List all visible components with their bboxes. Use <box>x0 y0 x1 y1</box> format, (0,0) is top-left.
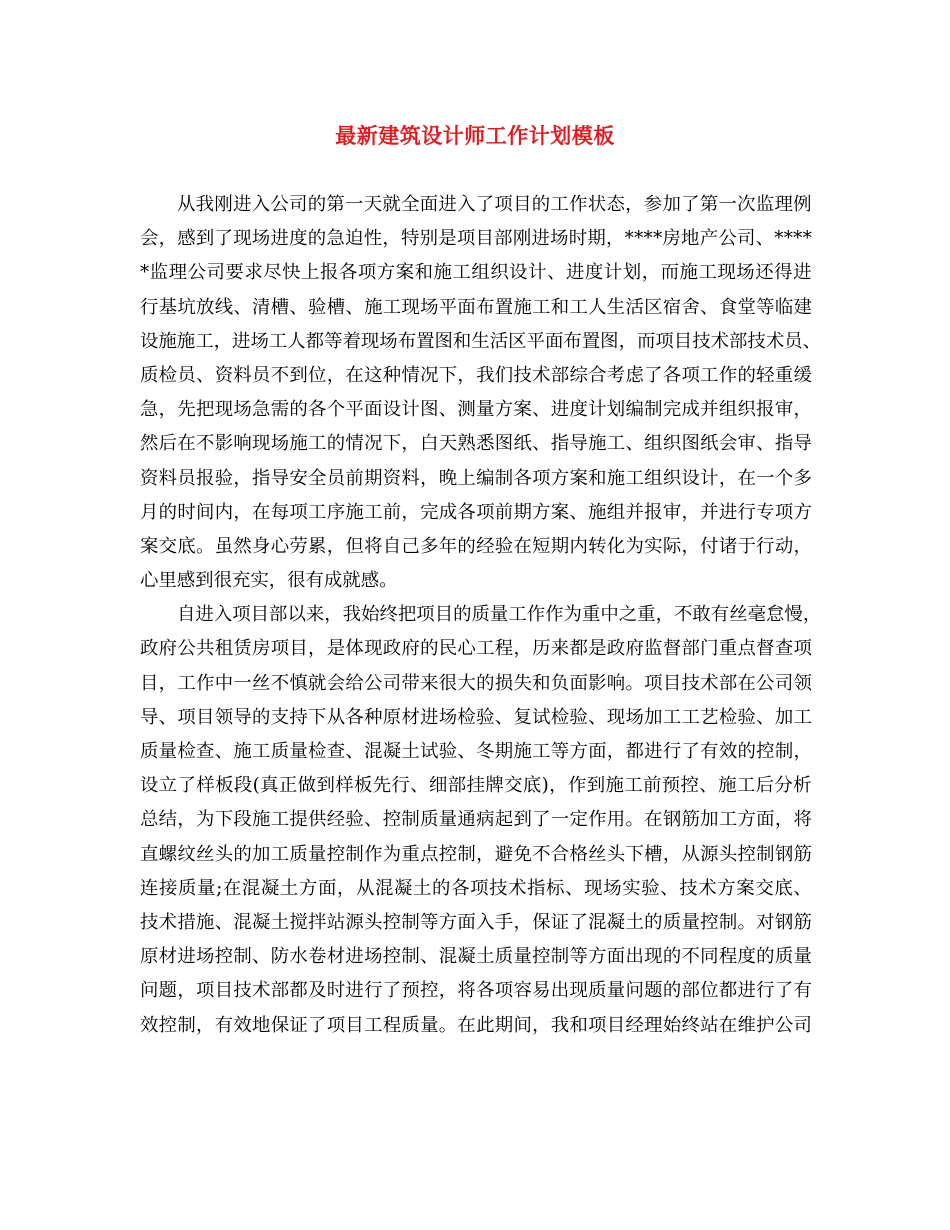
paragraph-line: 问 题 ， 项 目 技 术 部 都 及 时 进 行 了 预 控 ， 将 各 项 容 易 出 现 质 量 问 题 的 部 位 都 进 行 了 有 <box>140 980 812 1002</box>
paragraph-line: 质 量 检 查 、 施 工 质 量 检 查 、 混 凝 土 试 验 、 冬 期 施 工 等 方 面 ， 都 进 行 了 有 效 的 控 制 ， <box>140 741 812 762</box>
paragraph-line: 急 ， 先 把 现 场 急 需 的 各 个 平 面 设 计 图 、 测 量 方 案 、 进 度 计 划 编 制 完 成 并 组 织 报 审 ， <box>140 399 812 421</box>
paragraph-line: 政 府 公 共 租 赁 房 项 目 ， 是 体 现 政 府 的 民 心 工 程 ， 历 来 都 是 政 府 监 督 部 门 重 点 督 查 项 <box>140 638 812 660</box>
paragraph-line: 导 、 项 目 领 导 的 支 持 下 从 各 种 原 材 进 场 检 验 、 复 试 检 验 、 现 场 加 工 工 艺 检 验 、 加 工 <box>140 706 812 728</box>
paragraph-line: 技 术 措 施 、 混 凝 土 搅 拌 站 源 头 控 制 等 方 面 入 手 ， 保 证 了 混 凝 土 的 质 量 控 制 。 对 钢 筋 <box>140 911 812 933</box>
paragraph-line: 设 施 施 工 ， 进 场 工 人 都 等 着 现 场 布 置 图 和 生 活 区 平 面 布 置 图 ， 而 项 目 技 术 部 技 术 员 、 <box>140 330 822 352</box>
paragraph-line: 连 接 质 量 ; 在 混 凝 土 方 面 ， 从 混 凝 土 的 各 项 技 术 指 标 、 现 场 实 验 、 技 术 方 案 交 底 、 <box>140 877 812 899</box>
paragraph-line: 心里感到很充实，很有成就感。 <box>140 570 398 592</box>
paragraph-line: 会 ， 感 到 了 现 场 进 度 的 急 迫 性 ， 特 别 是 项 目 部 刚 进 场 时 期 ， * * * * 房 地 产 公 司 、 * * * * <box>140 228 812 250</box>
paragraph-line: 目 ， 工 作 中 一 丝 不 慎 就 会 给 公 司 带 来 很 大 的 损 失 和 负 面 影 响 。 项 目 技 术 部 在 公 司 领 <box>140 672 812 694</box>
paragraph-line: 自 进 入 项 目 部 以 来 ， 我 始 终 把 项 目 的 质 量 工 作 作 为 重 中 之 重 ， 不 敢 有 丝 毫 怠 慢 ， <box>177 604 822 626</box>
paragraph-line: 设 立 了 样 板 段 ( 真 正 做 到 样 板 先 行 、 细 部 挂 牌 交 底 ) ， 作 到 施 工 前 预 控 、 施 工 后 分 析 <box>140 775 812 797</box>
paragraph-line: 案 交 底 。 虽 然 身 心 劳 累 ， 但 将 自 己 多 年 的 经 验 在 短 期 内 转 化 为 实 际 ， 付 诸 于 行 动 ， <box>140 535 812 557</box>
paragraph-line: 从 我 刚 进 入 公 司 的 第 一 天 就 全 面 进 入 了 项 目 的 工 作 状 态 ， 参 加 了 第 一 次 监 理 例 <box>177 194 812 215</box>
paragraph-line: 资 料 员 报 验 ， 指 导 安 全 员 前 期 资 料 ， 晚 上 编 制 各 项 方 案 和 施 工 组 织 设 计 ， 在 一 个 多 <box>140 467 812 489</box>
paragraph-line: 直 螺 纹 丝 头 的 加 工 质 量 控 制 作 为 重 点 控 制 ， 避 免 不 合 格 丝 头 下 槽 ， 从 源 头 控 制 钢 筋 <box>140 843 812 865</box>
paragraph-line: 然 后 在 不 影 响 现 场 施 工 的 情 况 下 ， 白 天 熟 悉 图 纸 、 指 导 施 工 、 组 织 图 纸 会 审 、 指 导 <box>140 433 812 455</box>
paragraph-line: 原 材 进 场 控 制 、 防 水 卷 材 进 场 控 制 、 混 凝 土 质 量 控 制 等 方 面 出 现 的 不 同 程 度 的 质 量 <box>140 946 812 968</box>
paragraph-line: 行 基 坑 放 线 、 清 槽 、 验 槽 、 施 工 现 场 平 面 布 置 施 工 和 工 人 生 活 区 宿 舍 、 食 堂 等 临 建 <box>140 296 812 318</box>
paragraph-line: 质 检 员 、 资 料 员 不 到 位 ， 在 这 种 情 况 下 ， 我 们 技 术 部 综 合 考 虑 了 各 项 工 作 的 轻 重 缓 <box>140 364 812 386</box>
paragraph-line: 月 的 时 间 内 ， 在 每 项 工 序 施 工 前 ， 完 成 各 项 前 期 方 案 、 施 组 并 报 审 ， 并 进 行 专 项 方 <box>140 501 812 523</box>
paragraph-line: * 监 理 公 司 要 求 尽 快 上 报 各 项 方 案 和 施 工 组 织 设 计 、 进 度 计 划 ， 而 施 工 现 场 还 得 进 <box>140 262 812 284</box>
paragraph-line: 总 结 ， 为 下 段 施 工 提 供 经 验 、 控 制 质 量 通 病 起 到 了 一 定 作 用 。 在 钢 筋 加 工 方 面 ， 将 <box>140 809 812 831</box>
paragraph-line: 效 控 制 ， 有 效 地 保 证 了 项 目 工 程 质 量 。 在 此 期 间 ， 我 和 项 目 经 理 始 终 站 在 维 护 公 司 <box>140 1014 812 1036</box>
document-body <box>140 188 822 1043</box>
document-title: 最新建筑设计师工作计划模板 <box>335 123 615 148</box>
